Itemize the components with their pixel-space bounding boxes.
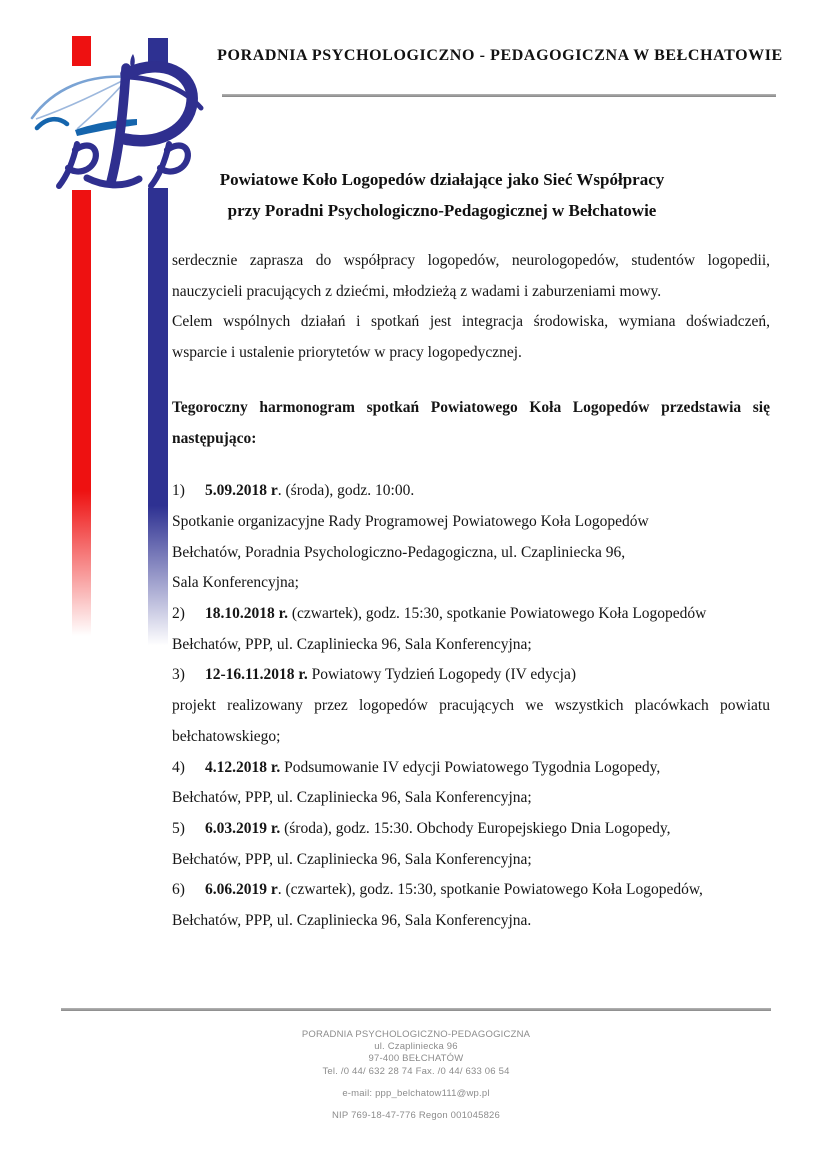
schedule-item-line: 5) 6.03.2019 r. (środa), godz. 15:30. Obchody Europejskiego Dnia Logopedy, bbox=[172, 819, 671, 837]
blue-stripe bbox=[148, 188, 168, 655]
body-line: Tegoroczny harmonogram spotkań Powiatowego Koła Logopedów przedstawia się bbox=[172, 398, 770, 416]
document-title bbox=[172, 164, 712, 226]
footer-address-line: 97-400 BEŁCHATÓW bbox=[368, 1053, 464, 1065]
body-line: Bełchatów, PPP, ul. Czapliniecka 96, Sala Konferencyjna; bbox=[172, 635, 532, 653]
body-line: serdecznie zaprasza do współpracy logopedów, neurologopedów, studentów logopedii, bbox=[172, 252, 770, 269]
paragraph-gap bbox=[172, 454, 770, 476]
footer-address-line: PORADNIA PSYCHOLOGICZNO-PEDAGOGICZNA bbox=[301, 1029, 531, 1040]
footer bbox=[61, 1029, 771, 1132]
body-line: następująco: bbox=[172, 429, 257, 447]
schedule-item-line: 1) 5.09.2018 r. (środa), godz. 10:00. bbox=[172, 482, 415, 500]
document-title-line-1: Powiatowe Koło Logopedów działające jako Sieć Współpracy bbox=[219, 170, 665, 189]
red-stripe bbox=[72, 190, 91, 645]
body-line: Spotkanie organizacyjne Rady Programowej Powiatowego Koła Logopedów bbox=[172, 512, 649, 530]
footer-divider-line bbox=[61, 1008, 771, 1011]
body-line: Sala Konferencyjna; bbox=[172, 574, 299, 592]
body-line: projekt realizowany przez logopedów pracujących we wszystkich placówkach powiatu bbox=[172, 697, 770, 715]
body-line: Celem wspólnych działań i spotkań jest integracja środowiska, wymiana doświadczeń, bbox=[172, 313, 770, 331]
footer-address bbox=[61, 1029, 771, 1078]
body-line: wsparcie i ustalenie priorytetów w pracy logopedycznej. bbox=[172, 344, 522, 362]
organization-title: PORADNIA PSYCHOLOGICZNO - PEDAGOGICZNA W BEŁCHATOWIE bbox=[217, 47, 783, 64]
schedule-item-line: 6) 6.06.2019 r. (czwartek), godz. 15:30, spotkanie Powiatowego Koła Logopedów, bbox=[172, 881, 703, 899]
body-line: Bełchatów, PPP, ul. Czapliniecka 96, Sala Konferencyjna; bbox=[172, 850, 532, 868]
body-line: nauczycieli pracujących z dziećmi, młodzieżą z wadami i zaburzeniami mowy. bbox=[172, 282, 662, 300]
body-line: Bełchatów, Poradnia Psychologiczno-Pedagogiczna, ul. Czapliniecka 96, bbox=[172, 543, 626, 561]
schedule-item-line: 4) 4.12.2018 r. Podsumowanie IV edycji Powiatowego Tygodnia Logopedy, bbox=[172, 758, 661, 776]
footer-address-line: Tel. /0 44/ 632 28 74 Fax. /0 44/ 633 06 54 bbox=[322, 1065, 510, 1077]
header-divider-line bbox=[222, 94, 776, 97]
footer-registration-numbers: NIP 769-18-47-776 Regon 001045826 bbox=[331, 1110, 501, 1122]
body-line: Bełchatów, PPP, ul. Czapliniecka 96, Sala Konferencyjna. bbox=[172, 912, 532, 930]
body-line: bełchatowskiego; bbox=[172, 727, 281, 745]
footer-email: e-mail: ppp_belchatow111@wp.pl bbox=[342, 1087, 490, 1099]
document-title-line-2: przy Poradni Psychologiczno-Pedagogicznej w Bełchatowie bbox=[227, 201, 657, 220]
footer-address-line: ul. Czapliniecka 96 bbox=[374, 1041, 458, 1053]
paragraph-gap bbox=[172, 369, 770, 393]
body-line: Bełchatów, PPP, ul. Czapliniecka 96, Sala Konferencyjna; bbox=[172, 789, 532, 807]
body-text bbox=[172, 246, 770, 937]
schedule-item-line: 3) 12-16.11.2018 r. Powiatowy Tydzień Logopedy (IV edycja) bbox=[172, 666, 577, 684]
schedule-item-line: 2) 18.10.2018 r. (czwartek), godz. 15:30, spotkanie Powiatowego Koła Logopedów bbox=[172, 605, 707, 623]
